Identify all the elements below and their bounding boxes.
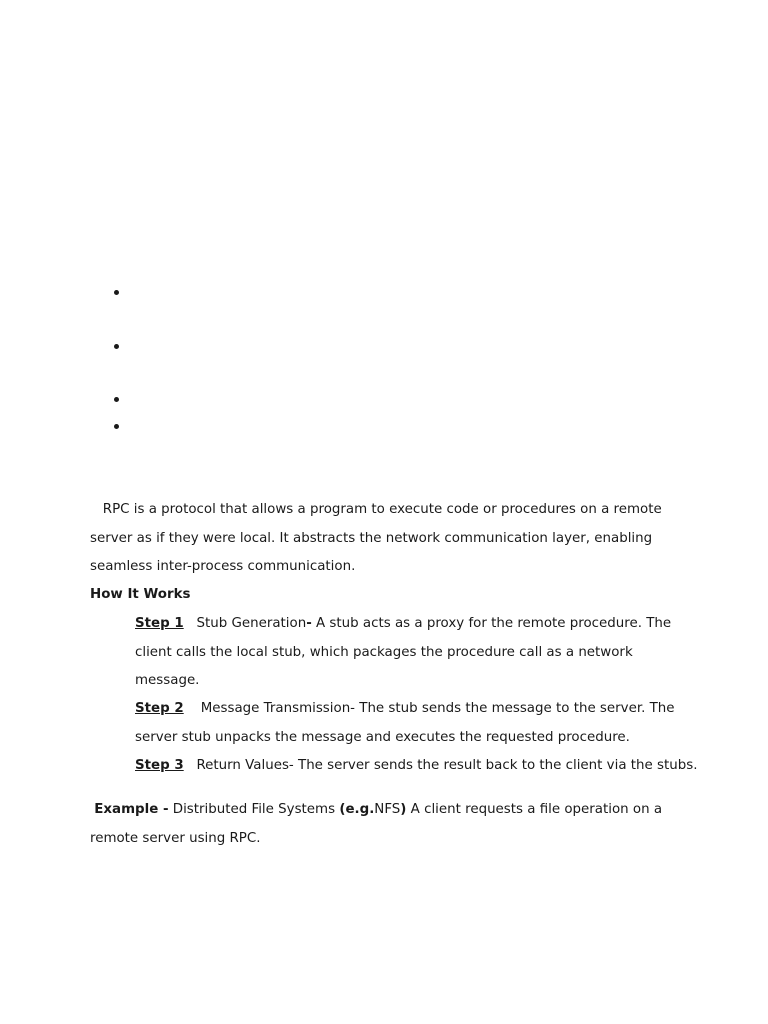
example-line-1: [90, 796, 662, 825]
step-2-line-2: server stub unpacks the message and executes the requested procedure.: [135, 729, 630, 745]
bullet-item: [108, 393, 120, 405]
example-paragraph: [90, 796, 662, 853]
step-1-text: A stub acts as a proxy for the remote procedure. The: [311, 616, 672, 631]
intro-line-1: [90, 496, 662, 525]
example-paren-open: (e.g.: [339, 802, 375, 817]
step-1-separator: -: [306, 616, 312, 631]
intro-line-1-text: RPC is a protocol that allows a program to execute code or procedures on a remote: [102, 502, 662, 517]
bullet-dot: [114, 424, 119, 429]
intro-line-2: server as if they were local. It abstracts the network communication layer, enabling: [90, 530, 653, 546]
step-2-label: Step 2: [135, 701, 184, 716]
bullet-item: [108, 420, 120, 432]
example-paren-close: ): [400, 802, 407, 817]
bullet-dot: [114, 397, 119, 402]
section-heading: How It Works: [90, 587, 191, 602]
example-text-2: A client requests a file operation on a: [406, 802, 663, 817]
bullet-item: [108, 286, 120, 298]
example-text-1: Distributed File Systems: [168, 802, 340, 817]
step-1-label: Step 1: [135, 616, 184, 631]
step-3-text: Return Values- The server sends the result back to the client via the stubs.: [196, 758, 698, 773]
step-3-line-1: [135, 752, 697, 781]
step-2-line-1: [135, 695, 675, 724]
step-3-label: Step 3: [135, 758, 184, 773]
step-1-line-2: client calls the local stub, which packages the procedure call as a network: [135, 644, 633, 660]
bullet-dot: [114, 344, 119, 349]
step-3: [135, 752, 697, 781]
step-1-line-1: [135, 610, 671, 639]
step-2: [135, 695, 675, 752]
step-2-text: Message Transmission- The stub sends the message to the server. The: [200, 701, 675, 716]
intro-paragraph: [90, 496, 662, 582]
example-line-2: remote server using RPC.: [90, 830, 261, 846]
step-1: [135, 610, 671, 696]
step-1-title: Stub Generation: [196, 616, 307, 631]
step-1-line-3: message.: [135, 673, 200, 689]
intro-line-3: seamless inter-process communication.: [90, 559, 356, 575]
bullet-item: [108, 340, 120, 352]
example-nfs: NFS: [374, 802, 401, 817]
example-label: Example -: [94, 802, 169, 817]
bullet-dot: [114, 290, 119, 295]
